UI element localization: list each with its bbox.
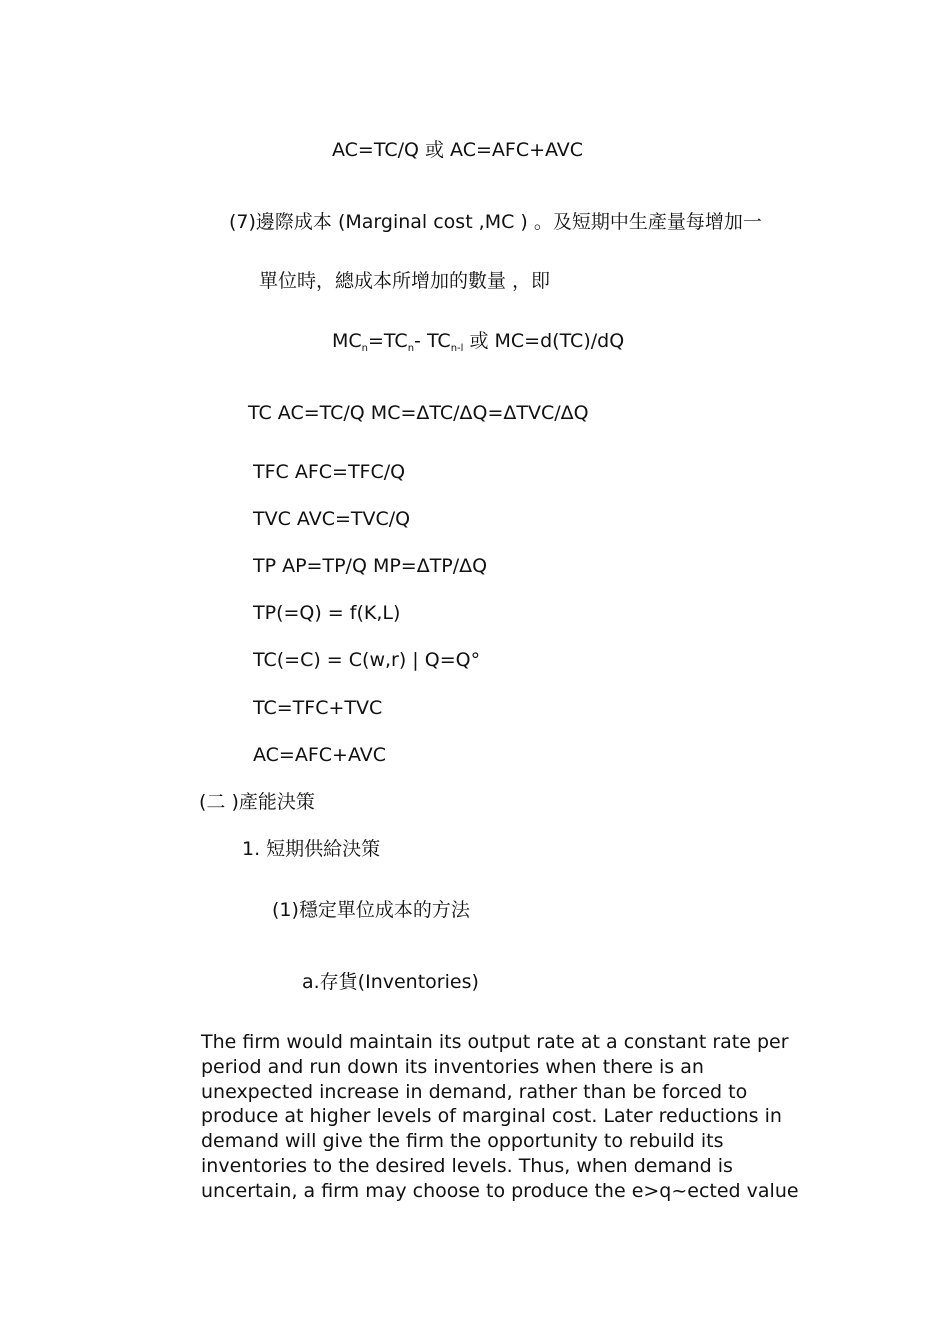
mc-heading-continued: 單位時，總成本所增加的數量 ，即 [259,270,551,292]
ac-formula: AC=TC/Q 或 AC=AFC+AVC [332,139,584,161]
tp-function: TP(=Q) = f(K,L) [253,602,401,624]
paragraph-line: period and run down its inventories when there is an [201,1055,704,1078]
inventories-paragraph [201,1030,821,1204]
mc-formula-rest: 或 MC=d(TC)/dQ [463,330,625,352]
item-short-run-supply: 1. 短期供給決策 [242,838,381,860]
tc-function: TC(=C) = C(w,r) | Q=Q° [253,649,481,671]
mc-formula-minus-tc: - TC [414,330,451,352]
mc-formula-sub-n: n [361,343,369,354]
paragraph-line: inventories to the desired levels. Thus, when demand is [201,1154,733,1177]
paragraph-line: produce at higher levels of marginal cost. Later reductions in [201,1105,782,1128]
ac-sum: AC=AFC+AVC [253,744,387,766]
mc-formula-sub-n-1: n-l [450,343,464,354]
item-inventories: a.存貨(Inventories) [302,971,479,993]
tc-row: TC AC=TC/Q MC=ΔTC/ΔQ=ΔTVC/ΔQ [248,402,589,424]
mc-heading: (7)邊際成本 (Marginal cost ,MC ) 。及短期中生產量每增加一 [229,211,762,233]
paragraph-line: unexpected increase in demand, rather than be forced to [201,1080,748,1103]
section-heading-capacity: (二 )產能決策 [199,791,315,813]
mc-formula-sub-n2: n [407,343,415,354]
mc-formula [332,330,624,360]
tc-sum: TC=TFC+TVC [253,697,383,719]
tp-row: TP AP=TP/Q MP=ΔTP/ΔQ [253,555,488,577]
paragraph-line: The firm would maintain its output rate at a constant rate per [201,1031,789,1053]
paragraph-line: demand will give the firm the opportunity to rebuild its [201,1130,724,1153]
tfc-row: TFC AFC=TFC/Q [253,461,406,483]
item-stabilize-unit-cost: (1)穩定單位成本的方法 [272,899,470,921]
tvc-row: TVC AVC=TVC/Q [253,508,411,530]
mc-formula-mc: MC [332,330,362,352]
paragraph-line: uncertain, a firm may choose to produce the e>q~ected value [201,1179,799,1202]
mc-formula-eq-tc: =TC [368,330,408,352]
